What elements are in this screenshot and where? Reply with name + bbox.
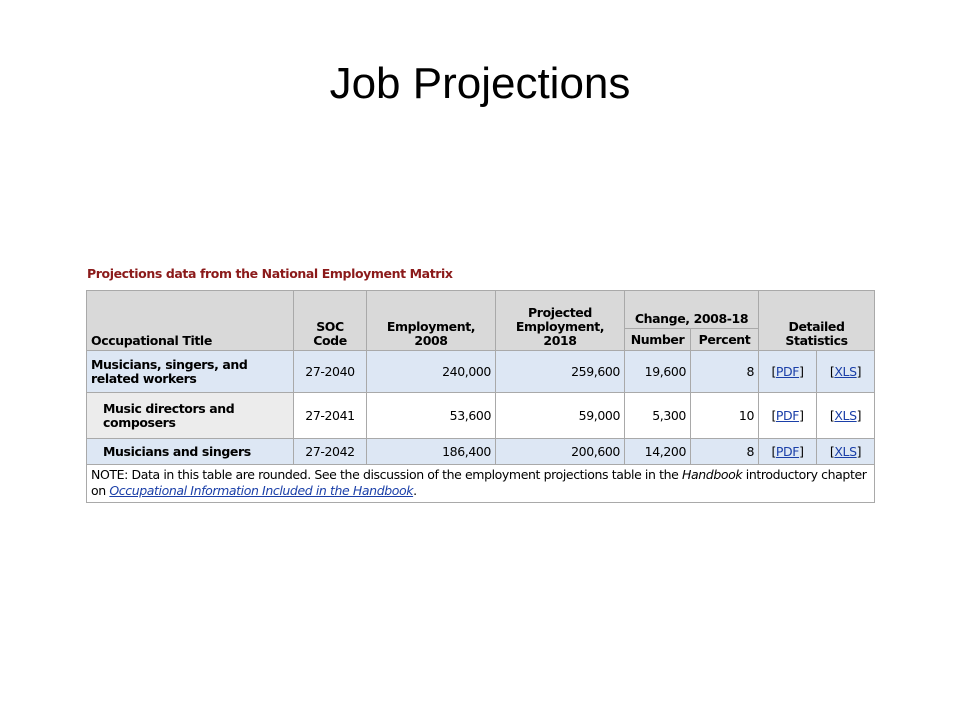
occupation-title: Musicians and singers: [87, 439, 294, 465]
header-occupational-title: Occupational Title: [87, 291, 294, 351]
xls-cell: [XLS]: [817, 393, 875, 439]
soc-code: 27-2042: [294, 439, 367, 465]
table-note-row: [87, 465, 875, 503]
note-text-middle: introductory chapter on: [91, 467, 867, 498]
header-soc-code: SOC Code: [294, 291, 367, 351]
slide-title: Job Projections: [329, 59, 631, 108]
change-percent: 8: [691, 439, 759, 465]
employment-matrix-table: [86, 290, 875, 503]
pdf-cell: [PDF]: [759, 351, 817, 393]
pdf-cell: [PDF]: [759, 393, 817, 439]
change-number: 14,200: [625, 439, 691, 465]
employment-2008: 186,400: [367, 439, 496, 465]
note-text-before: NOTE: Data in this table are rounded. See the discussion of the employment projections table in the: [91, 467, 682, 482]
pdf-link[interactable]: PDF: [775, 363, 800, 379]
change-percent: 10: [691, 393, 759, 439]
header-detailed-statistics: Detailed Statistics: [759, 291, 875, 351]
occupation-title: Music directors and composers: [87, 393, 294, 439]
pdf-cell: [PDF]: [759, 439, 817, 465]
xls-link[interactable]: XLS: [834, 443, 857, 459]
xls-link[interactable]: XLS: [834, 363, 857, 379]
change-number: 5,300: [625, 393, 691, 439]
table-note: [87, 465, 875, 503]
soc-code: 27-2040: [294, 351, 367, 393]
xls-cell: [XLS]: [817, 439, 875, 465]
soc-code: 27-2041: [294, 393, 367, 439]
pdf-link[interactable]: PDF: [775, 407, 800, 423]
xls-link[interactable]: XLS: [834, 407, 857, 423]
header-projected-employment-2018: Projected Employment, 2018: [496, 291, 625, 351]
projected-2018: 259,600: [496, 351, 625, 393]
employment-2008: 240,000: [367, 351, 496, 393]
change-percent: 8: [691, 351, 759, 393]
header-change-number: Number: [625, 329, 691, 351]
note-text-after: .: [413, 483, 417, 498]
employment-2008: 53,600: [367, 393, 496, 439]
table-row: [87, 351, 875, 393]
table-row: [87, 393, 875, 439]
occupation-title: Musicians, singers, and related workers: [87, 351, 294, 393]
change-number: 19,600: [625, 351, 691, 393]
projected-2018: 59,000: [496, 393, 625, 439]
header-change-percent: Percent: [691, 329, 759, 351]
table-caption: Projections data from the National Employment Matrix: [87, 266, 453, 281]
header-change-group: Change, 2008-18: [625, 291, 759, 329]
header-employment-2008: Employment, 2008: [367, 291, 496, 351]
table-row: [87, 439, 875, 465]
xls-cell: [XLS]: [817, 351, 875, 393]
note-italic-handbook: Handbook: [682, 467, 743, 482]
pdf-link[interactable]: PDF: [775, 443, 800, 459]
occupational-information-link[interactable]: Occupational Information Included in the Handbook: [109, 483, 414, 498]
projected-2018: 200,600: [496, 439, 625, 465]
